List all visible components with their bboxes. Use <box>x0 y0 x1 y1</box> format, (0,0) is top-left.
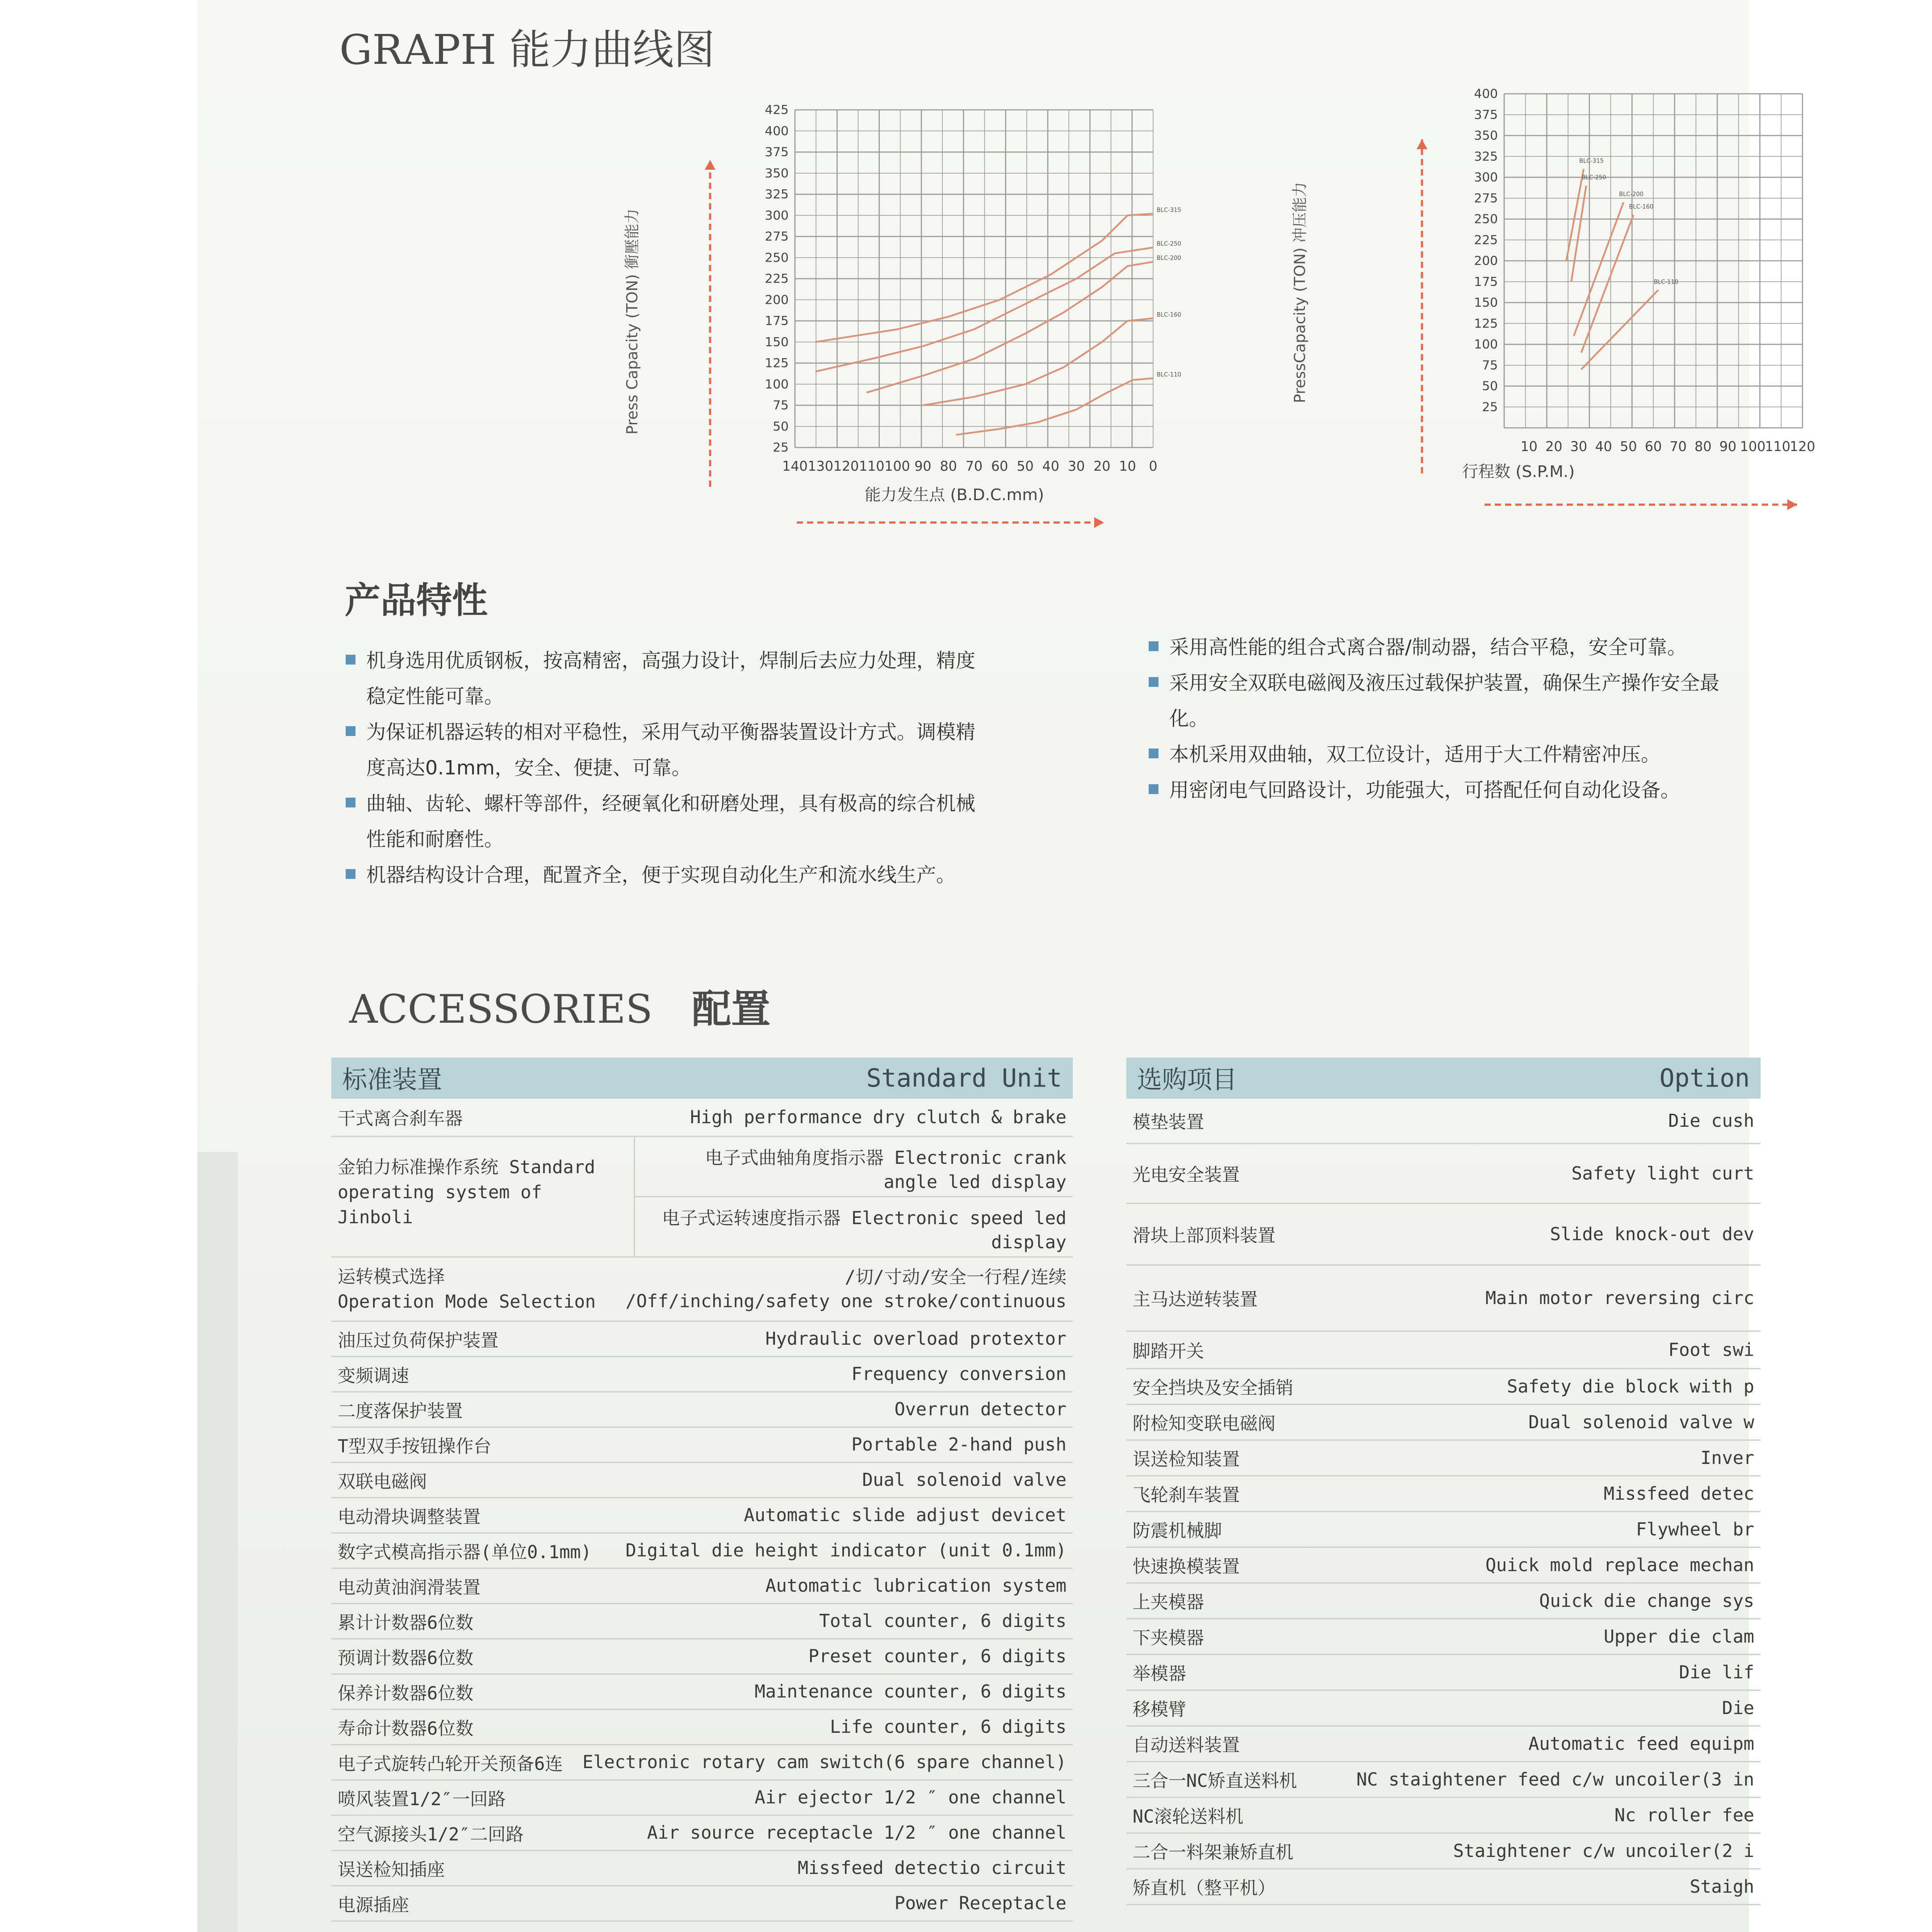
table-row <box>1126 1369 1761 1405</box>
y-tick-label: 25 <box>773 440 789 455</box>
row-en: Die lif <box>1679 1662 1754 1683</box>
row-en: Electronic rotary cam switch(6 spare channel) <box>582 1752 1066 1773</box>
feature-item: 采用高性能的组合式离合器/制动器，结合平稳，安全可靠。 <box>1148 630 1742 665</box>
row-cn: 快速换模装置 <box>1133 1556 1240 1577</box>
x-tick-label: 10 <box>1119 459 1136 474</box>
x-tick-label: 40 <box>1595 439 1612 455</box>
x-tick-label: 40 <box>1042 459 1059 474</box>
row-cn: 附检知变联电磁阀 <box>1133 1413 1275 1434</box>
y-tick-label: 125 <box>765 355 789 370</box>
x-tick-label: 70 <box>1669 439 1687 455</box>
arrow-head-icon <box>1787 499 1797 510</box>
table-row <box>331 1428 1073 1463</box>
row-en: Automatic feed equipm <box>1528 1733 1754 1754</box>
row-en: High performance dry clutch & brake <box>690 1107 1066 1128</box>
feature-item: 用密闭电气回路设计，功能强大，可搭配任何自动化设备。 <box>1148 773 1742 808</box>
y-tick-label: 75 <box>1482 357 1498 372</box>
x-tick-label: 140 <box>782 459 808 474</box>
row-en: /切/寸动/安全一行程/连续 <box>845 1267 1066 1288</box>
y-tick-label: 200 <box>765 292 789 307</box>
table-row <box>1126 1691 1761 1727</box>
row-cn: 预调计数器6位数 <box>338 1648 474 1669</box>
series-label: BLC-160 <box>1157 311 1181 318</box>
row-en: Slide knock-out dev <box>1550 1224 1754 1245</box>
row-cn: 金铂力标准操作系统 Standard operating system of Jinboli <box>331 1137 635 1256</box>
row-cn: 数字式模高指示器(单位0.1mm) <box>338 1542 592 1563</box>
row-en: 电子式运转速度指示器 Electronic speed led display <box>635 1196 1073 1256</box>
x-tick-label: 30 <box>1068 459 1085 474</box>
row-en: Hydraulic overload protextor <box>765 1329 1066 1349</box>
table-row <box>1126 1655 1761 1691</box>
right-chart-xlabel: 行程数 (S.P.M.) <box>1462 463 1575 481</box>
row-en: Dual solenoid valve <box>862 1470 1066 1490</box>
row-cn: 变频调速 <box>338 1365 409 1386</box>
row-cn: 三合一NC矫直送料机 <box>1133 1771 1297 1791</box>
table-row <box>1126 1476 1761 1512</box>
table-row <box>1126 1332 1761 1369</box>
row-cn: 电动滑块调整装置 <box>338 1506 481 1527</box>
features-left-list <box>345 643 979 893</box>
table-row <box>1126 1512 1761 1548</box>
y-tick-label: 425 <box>765 102 789 117</box>
row-cn: 电子式旋转凸轮开关预备6连 <box>338 1753 563 1774</box>
row-cn: 移模臂 <box>1133 1699 1186 1720</box>
x-tick-label: 120 <box>833 459 859 474</box>
accessories-title-cn: 配置 <box>692 986 771 1032</box>
table-row <box>331 1886 1073 1922</box>
y-tick-label: 275 <box>1474 190 1498 205</box>
y-tick-label: 275 <box>765 229 789 244</box>
row-en: Air ejector 1/2 ″ one channel <box>754 1787 1066 1808</box>
table-row <box>331 1604 1073 1639</box>
x-tick-label: 20 <box>1093 459 1111 474</box>
row-cn: 误送检知插座 <box>338 1859 445 1880</box>
row-cn: 干式离合刹车器 <box>338 1108 463 1129</box>
table-row <box>1126 1798 1761 1834</box>
row-cn: 自动送料装置 <box>1133 1735 1240 1756</box>
feature-item: 曲轴、齿轮、螺杆等部件，经硬氧化和研磨处理，具有极高的综合机械性能和耐磨性。 <box>345 786 979 857</box>
y-tick-label: 325 <box>765 187 789 201</box>
series-line-blc-250 <box>1571 186 1586 282</box>
row-en: Main motor reversing circ <box>1485 1288 1754 1309</box>
y-tick-label: 250 <box>765 250 789 265</box>
y-tick-label: 100 <box>765 376 789 392</box>
series-label: BLC-200 <box>1157 255 1181 262</box>
row-cn: 二合一料架兼矫直机 <box>1133 1842 1293 1863</box>
standard-unit-header <box>331 1058 1073 1099</box>
series-line-blc-160 <box>923 318 1153 406</box>
row-cn: 运转模式选择 <box>338 1266 445 1287</box>
table-row <box>1126 1441 1761 1476</box>
table-row-group <box>331 1137 1073 1258</box>
y-tick-label: 350 <box>1474 128 1498 143</box>
table-row <box>331 1393 1073 1428</box>
x-tick-label: 0 <box>1149 459 1158 474</box>
row-en: NC staightener feed c/w uncoiler(3 in <box>1356 1769 1754 1790</box>
arrow-head-icon <box>1094 517 1104 528</box>
x-tick-label: 50 <box>1016 459 1034 474</box>
row-en: Dual solenoid valve w <box>1528 1412 1754 1433</box>
right-chart-ylabel: PressCapacity (TON) 冲压能力 <box>1291 182 1309 403</box>
row-cn: 下夹模器 <box>1133 1628 1204 1648</box>
y-tick-label: 350 <box>765 165 789 180</box>
series-label: BLC-200 <box>1619 191 1643 198</box>
table-row <box>331 1463 1073 1498</box>
feature-item: 机身选用优质钢板，按高精密，高强力设计，焊制后去应力处理，精度稳定性能可靠。 <box>345 643 979 715</box>
row-cn-en: Operation Mode Selection <box>338 1291 596 1312</box>
table-row <box>331 1745 1073 1781</box>
row-en: Quick mold replace mechan <box>1485 1555 1754 1576</box>
table-row <box>331 1322 1073 1357</box>
table-row <box>331 1258 1073 1322</box>
row-cn: 累计计数器6位数 <box>338 1612 474 1633</box>
row-en: Automatic slide adjust devicet <box>744 1505 1066 1526</box>
row-cn: 矫直机（整平机） <box>1133 1878 1275 1899</box>
table-row <box>331 1816 1073 1851</box>
x-tick-label: 60 <box>991 459 1008 474</box>
x-tick-label: 120 <box>1790 439 1815 455</box>
series-line-blc-110 <box>1581 290 1659 369</box>
row-cn: 双联电磁阀 <box>338 1471 427 1492</box>
y-tick-label: 400 <box>1474 86 1498 101</box>
table-row <box>1126 1727 1761 1762</box>
table-row <box>1126 1099 1761 1144</box>
row-cn: 滑块上部顶料装置 <box>1133 1225 1275 1246</box>
x-tick-label: 50 <box>1620 439 1637 455</box>
right-speed-chart <box>1180 80 1815 536</box>
row-en: Portable 2-hand push <box>851 1434 1066 1455</box>
row-en: Foot swi <box>1668 1339 1754 1360</box>
row-cn: 油压过负荷保护装置 <box>338 1330 498 1351</box>
x-tick-label: 90 <box>914 459 932 474</box>
y-tick-label: 125 <box>1474 316 1498 331</box>
row-en: Staigh <box>1689 1876 1754 1897</box>
row-en: Quick die change sys <box>1539 1590 1754 1611</box>
row-en: 电子式曲轴角度指示器 Electronic crank angle led display <box>705 1148 1066 1192</box>
row-cn: 保养计数器6位数 <box>338 1683 474 1704</box>
row-en: Automatic lubrication system <box>765 1576 1066 1596</box>
row-cn: 防震机械脚 <box>1133 1521 1222 1541</box>
row-cn: 飞轮刹车装置 <box>1133 1485 1240 1505</box>
table-row <box>1126 1762 1761 1798</box>
row-en: Inver <box>1700 1447 1754 1468</box>
row-en: Flywheel br <box>1636 1519 1754 1540</box>
row-en: Air source receptacle 1/2 ″ one channel <box>647 1823 1066 1843</box>
x-tick-label: 110 <box>1765 439 1790 455</box>
left-capacity-chart <box>465 89 1225 545</box>
row-en: Frequency conversion <box>851 1364 1066 1384</box>
x-tick-label: 100 <box>884 459 910 474</box>
table-row <box>331 1498 1073 1534</box>
row-en: Preset counter, 6 digits <box>808 1646 1066 1667</box>
row-en: Missfeed detec <box>1603 1483 1754 1504</box>
row-cn: 寿命计数器6位数 <box>338 1718 474 1739</box>
row-cn: 空气源接头1/2″二回路 <box>338 1824 524 1845</box>
row-en: Missfeed detectio circuit <box>797 1858 1066 1878</box>
left-chart-ylabel: Press Capacity (TON) 衝壓能力 <box>623 209 641 435</box>
row-cn: NC滚轮送料机 <box>1133 1807 1244 1827</box>
x-tick-label: 70 <box>965 459 983 474</box>
x-tick-label: 80 <box>940 459 957 474</box>
row-en: Safety die block with p <box>1507 1376 1754 1397</box>
y-tick-label: 225 <box>1474 232 1498 247</box>
x-tick-label: 80 <box>1694 439 1712 455</box>
y-tick-label: 300 <box>765 208 789 223</box>
series-label: BLC-250 <box>1581 174 1606 181</box>
table-row <box>331 1357 1073 1393</box>
y-tick-label: 375 <box>765 144 789 159</box>
table-row <box>1126 1204 1761 1266</box>
left-chart-xlabel: 能力发生点 (B.D.C.mm) <box>865 486 1044 504</box>
row-cn: 电动黄油润滑装置 <box>338 1577 481 1598</box>
row-cn: 脚踏开关 <box>1133 1341 1204 1362</box>
option-header-cn: 选购项目 <box>1137 1066 1237 1095</box>
y-tick-label: 400 <box>765 123 789 138</box>
table-row <box>1126 1548 1761 1584</box>
arrow-head-icon <box>1417 139 1427 149</box>
standard-header-cn: 标准装置 <box>342 1066 442 1095</box>
x-tick-label: 130 <box>807 459 833 474</box>
row-en: Power Receptacle <box>894 1893 1066 1914</box>
row-en: Total counter, 6 digits <box>819 1611 1066 1631</box>
y-tick-label: 50 <box>1482 378 1498 393</box>
y-tick-label: 150 <box>1474 295 1498 310</box>
row-en: Life counter, 6 digits <box>830 1717 1066 1737</box>
standard-unit-table <box>331 1058 1073 1922</box>
y-tick-label: 175 <box>1474 274 1498 289</box>
accessories-title <box>349 978 770 1034</box>
y-tick-label: 325 <box>1474 149 1498 164</box>
x-tick-label: 90 <box>1719 439 1737 455</box>
row-en: Overrun detector <box>894 1399 1066 1420</box>
table-row <box>1126 1834 1761 1869</box>
row-en: Maintenance counter, 6 digits <box>754 1681 1066 1702</box>
table-row <box>1126 1405 1761 1441</box>
table-row <box>1126 1144 1761 1204</box>
table-row <box>331 1675 1073 1710</box>
y-tick-label: 25 <box>1482 399 1498 414</box>
feature-item: 采用安全双联电磁阀及液压过载保护装置，确保生产操作安全最化。 <box>1148 665 1742 737</box>
y-tick-label: 225 <box>765 271 789 286</box>
y-tick-label: 50 <box>773 418 789 434</box>
y-tick-label: 200 <box>1474 253 1498 268</box>
x-tick-label: 60 <box>1644 439 1662 455</box>
row-cn: T型双手按钮操作台 <box>338 1436 492 1457</box>
table-row <box>331 1569 1073 1604</box>
arrow-head-icon <box>705 160 715 170</box>
series-label: BLC-110 <box>1157 372 1181 379</box>
row-cn: 主马达逆转装置 <box>1133 1289 1258 1310</box>
y-tick-label: 150 <box>765 334 789 349</box>
series-label: BLC-110 <box>1654 279 1678 286</box>
row-en: Nc roller fee <box>1614 1805 1754 1826</box>
row-cn: 误送检知装置 <box>1133 1449 1240 1470</box>
table-row <box>1126 1266 1761 1332</box>
table-row <box>331 1781 1073 1816</box>
row-en: Staightener c/w uncoiler(2 i <box>1453 1840 1754 1861</box>
row-cn: 二度落保护装置 <box>338 1401 463 1422</box>
y-tick-label: 250 <box>1474 211 1498 226</box>
feature-item: 机器结构设计合理，配置齐全，便于实现自动化生产和流水线生产。 <box>345 857 979 893</box>
table-row <box>331 1710 1073 1745</box>
accessories-title-en: ACCESSORIES <box>349 986 653 1032</box>
table-row <box>331 1851 1073 1886</box>
row-cn: 喷风装置1/2″一回路 <box>338 1789 506 1810</box>
x-tick-label: 110 <box>859 459 885 474</box>
x-tick-label: 100 <box>1740 439 1766 455</box>
series-label: BLC-315 <box>1579 158 1604 165</box>
table-row <box>1126 1584 1761 1619</box>
row-cn: 举模器 <box>1133 1664 1186 1684</box>
y-tick-label: 175 <box>765 313 789 328</box>
brochure-page <box>197 0 1815 1932</box>
row-en: Die cush <box>1668 1110 1754 1131</box>
standard-header-en: Standard Unit <box>866 1063 1062 1093</box>
row-en: /Off/inching/safety one stroke/continuous <box>625 1291 1066 1312</box>
table-row <box>331 1534 1073 1569</box>
series-label: BLC-250 <box>1157 241 1181 248</box>
series-label: BLC-160 <box>1629 204 1654 211</box>
table-row <box>331 1639 1073 1675</box>
series-label: BLC-315 <box>1157 207 1181 214</box>
features-title: 产品特性 <box>345 579 488 621</box>
graph-section-title: GRAPH 能力曲线图 <box>339 26 715 74</box>
x-tick-label: 30 <box>1570 439 1588 455</box>
row-cn: 上夹模器 <box>1133 1592 1204 1613</box>
row-cn: 安全挡块及安全插销 <box>1133 1378 1293 1398</box>
row-en: Safety light curt <box>1571 1163 1754 1184</box>
option-header-en: Option <box>1659 1063 1750 1093</box>
row-en: Digital die height indicator (unit 0.1mm) <box>625 1540 1066 1561</box>
row-cn: 光电安全装置 <box>1133 1165 1240 1185</box>
table-row <box>1126 1619 1761 1655</box>
row-cn: 电源插座 <box>338 1894 409 1915</box>
row-en: Upper die clam <box>1603 1626 1754 1647</box>
table-row <box>1126 1869 1761 1905</box>
y-tick-label: 375 <box>1474 107 1498 122</box>
y-tick-label: 75 <box>773 397 789 413</box>
feature-item: 本机采用双曲轴，双工位设计，适用于大工件精密冲压。 <box>1148 737 1742 773</box>
row-cn: 模垫装置 <box>1133 1112 1204 1133</box>
features-right-list <box>1148 630 1742 808</box>
y-tick-label: 100 <box>1474 337 1498 351</box>
row-en: Die <box>1722 1698 1754 1719</box>
x-tick-label: 10 <box>1520 439 1538 455</box>
feature-item: 为保证机器运转的相对平稳性，采用气动平衡器装置设计方式。调模精度高达0.1mm，安全、便捷、可靠。 <box>345 715 979 786</box>
option-header <box>1126 1058 1761 1099</box>
y-tick-label: 300 <box>1474 170 1498 184</box>
x-tick-label: 20 <box>1545 439 1563 455</box>
option-table <box>1126 1058 1761 1905</box>
table-row <box>331 1099 1073 1137</box>
